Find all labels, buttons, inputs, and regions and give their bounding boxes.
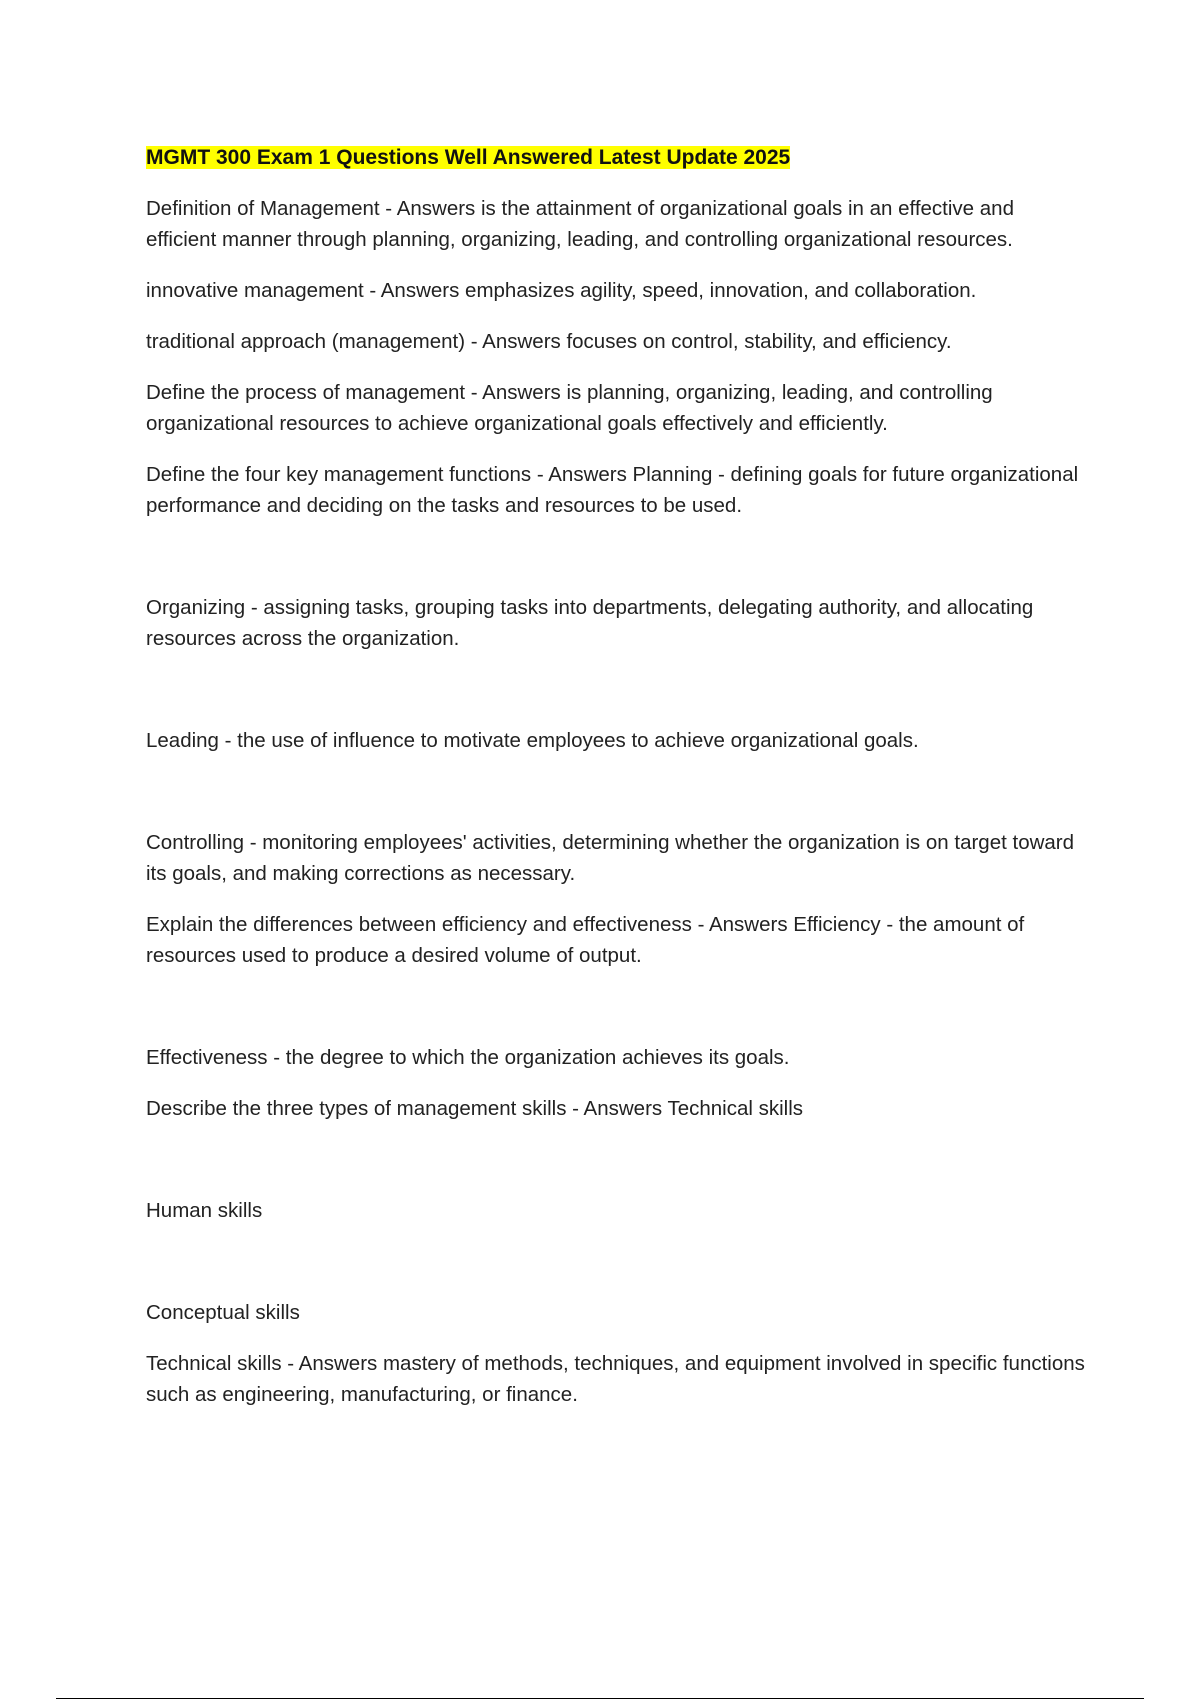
paragraph-organizing: Organizing - assigning tasks, grouping tasks into departments, delegating authority, and allocating resources across the organization.: [146, 596, 1034, 650]
paragraph-definition-of-management: Definition of Management - Answers is the attainment of organizational goals in an effective and efficient manner through planning, organizing, leading, and controlling organizational resources.: [146, 197, 1014, 251]
paragraph-innovative-management: innovative management - Answers emphasizes agility, speed, innovation, and collaboration.: [146, 279, 977, 302]
paragraph-human-skills: Human skills: [146, 1199, 263, 1222]
paragraph-efficiency: Explain the differences between efficiency and effectiveness - Answers Efficiency - the amount of resources used to produce a desired volume of output.: [146, 913, 1025, 967]
footer-divider: [56, 1698, 1144, 1699]
paragraph-technical-skills-definition: Technical skills - Answers mastery of methods, techniques, and equipment involved in specific functions such as engineering, manufacturing, or finance.: [146, 1352, 1085, 1406]
document-page: [146, 143, 1086, 1430]
paragraph-three-skills-technical: Describe the three types of management skills - Answers Technical skills: [146, 1097, 804, 1120]
paragraph-controlling: Controlling - monitoring employees' activities, determining whether the organization is on target toward its goals, and making corrections as necessary.: [146, 831, 1075, 885]
document-title: MGMT 300 Exam 1 Questions Well Answered Latest Update 2025: [146, 146, 791, 169]
paragraph-conceptual-skills: Conceptual skills: [146, 1301, 300, 1324]
title-line: [146, 143, 1086, 173]
paragraph-traditional-approach: traditional approach (management) - Answers focuses on control, stability, and efficiency.: [146, 330, 952, 353]
paragraph-leading: Leading - the use of influence to motivate employees to achieve organizational goals.: [146, 729, 919, 752]
paragraph-effectiveness: Effectiveness - the degree to which the organization achieves its goals.: [146, 1046, 790, 1069]
paragraph-four-functions-planning: Define the four key management functions - Answers Planning - defining goals for future organizational performance and deciding on the tasks and resources to be used.: [146, 463, 1079, 517]
paragraph-process-of-management: Define the process of management - Answers is planning, organizing, leading, and controlling organizational resources to achieve organizational goals effectively and efficiently.: [146, 381, 993, 435]
